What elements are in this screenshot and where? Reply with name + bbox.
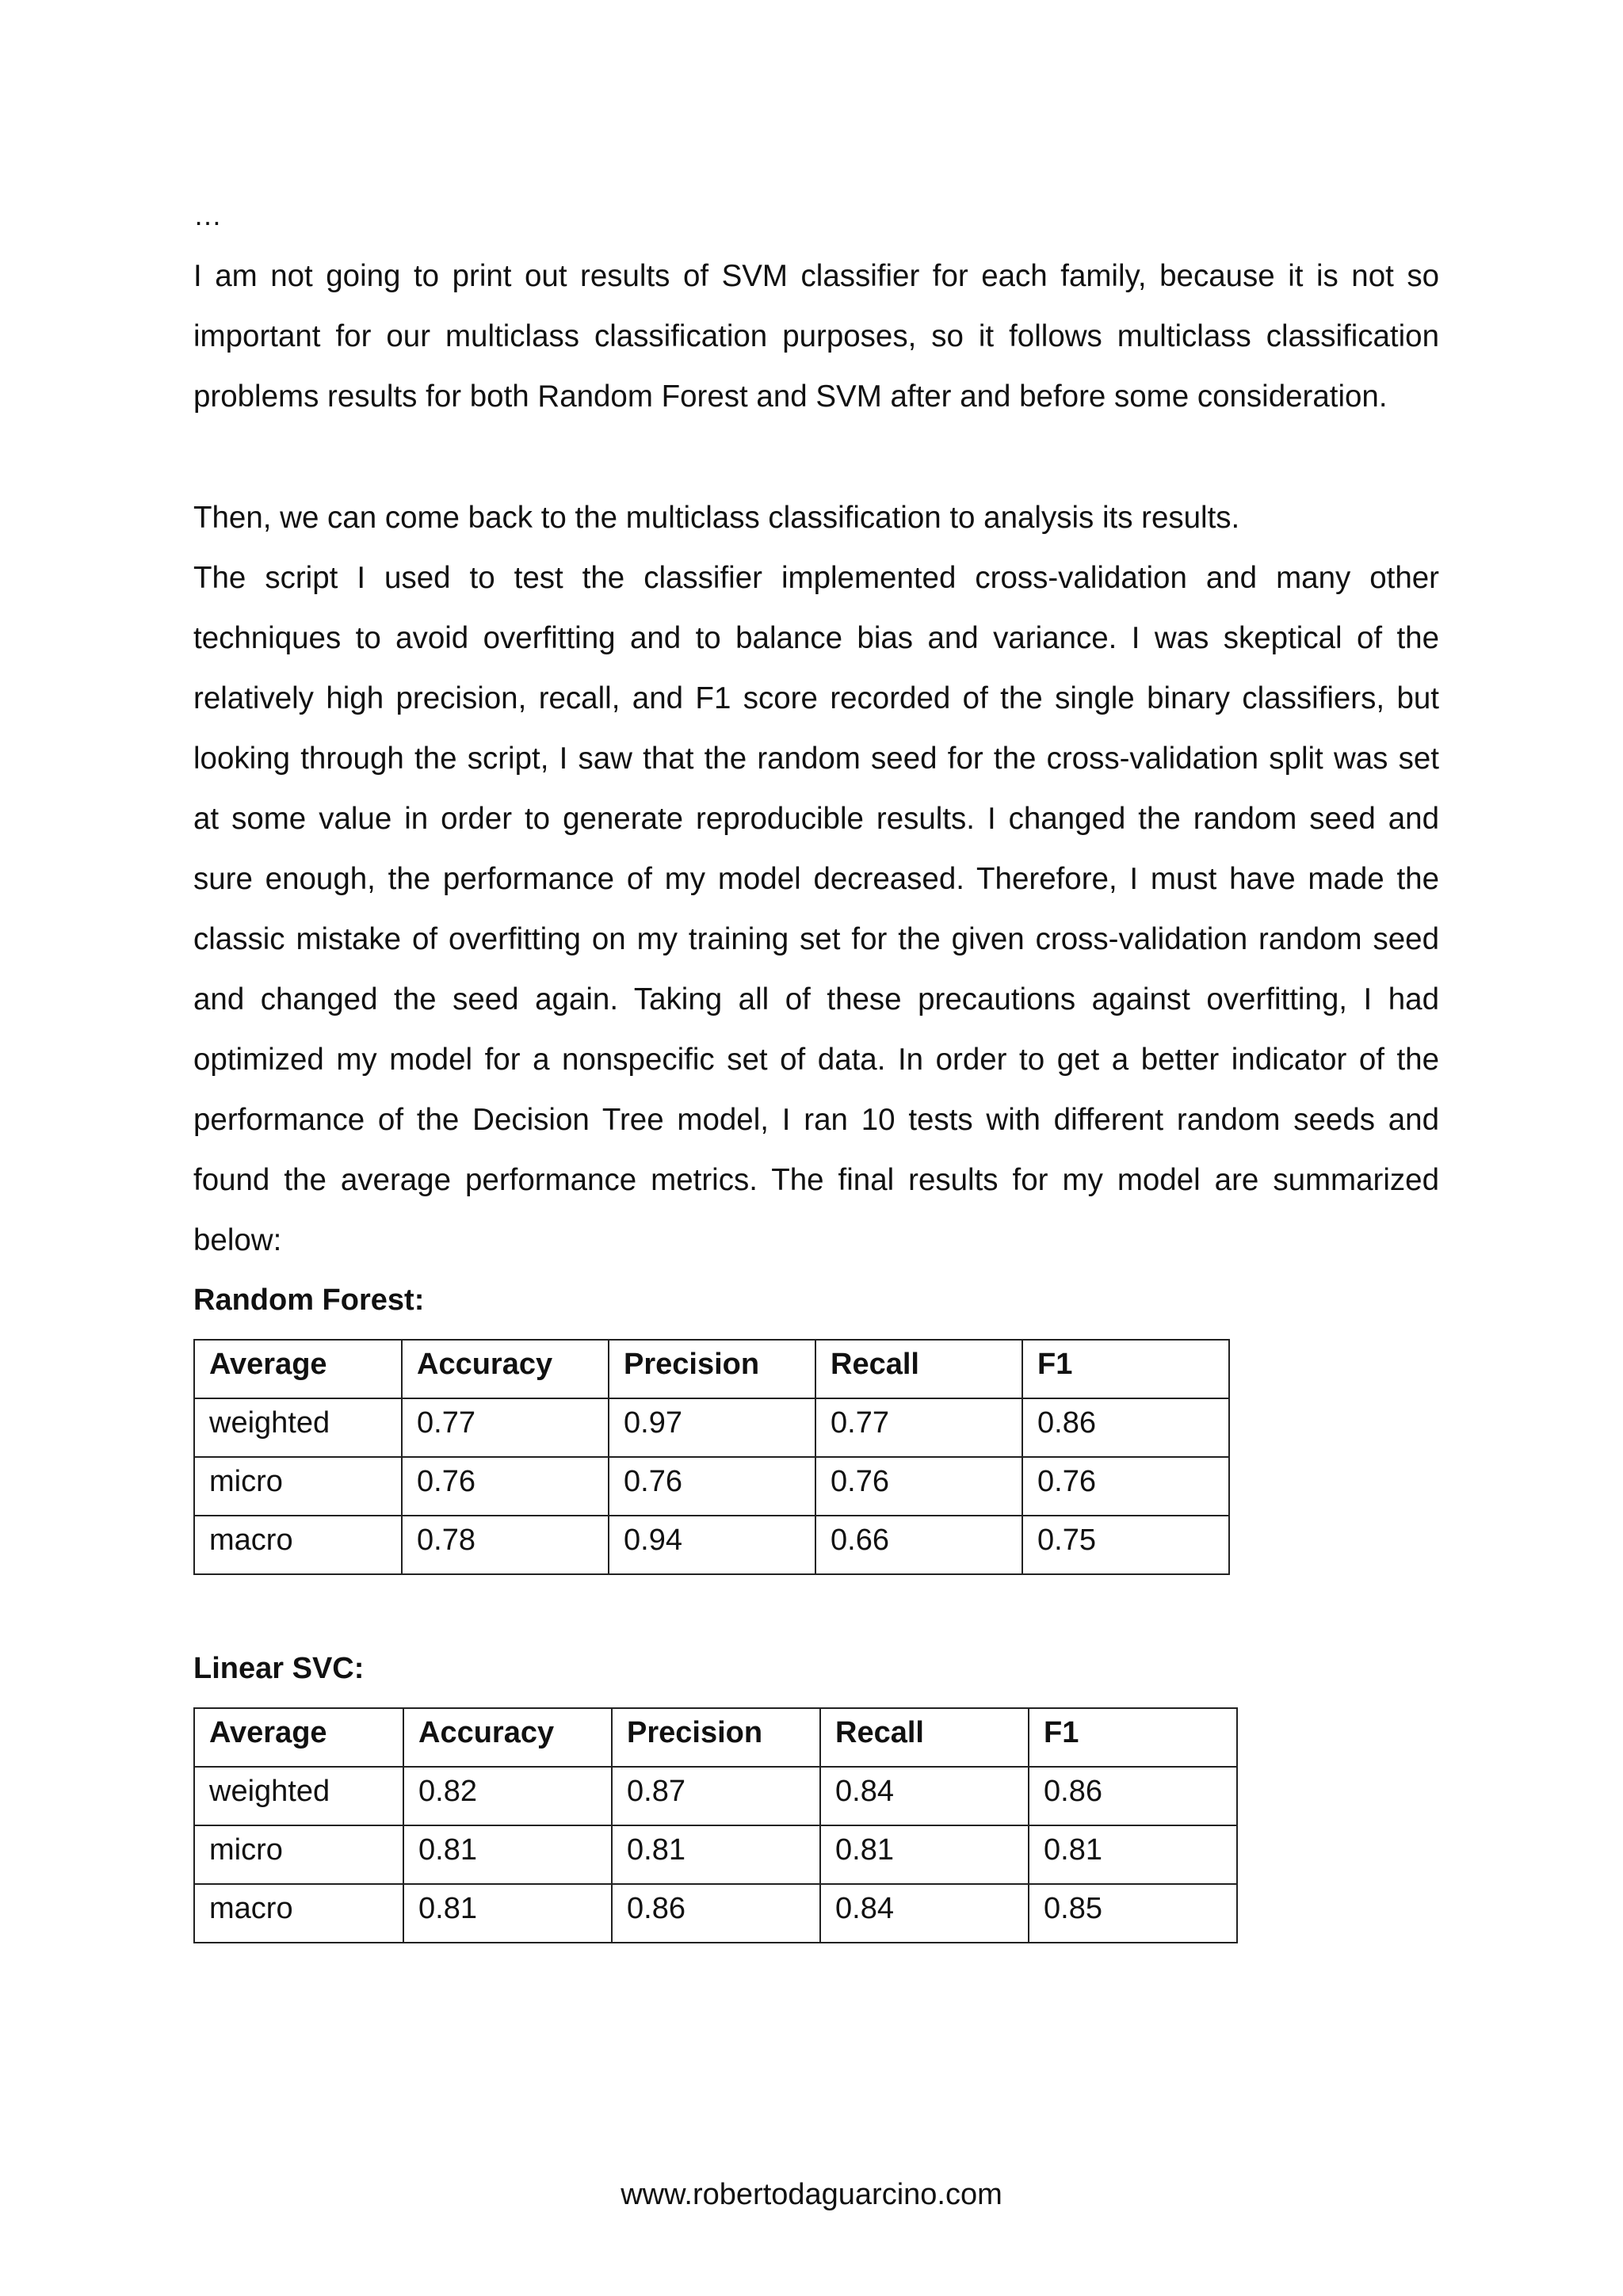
table-cell: micro <box>194 1457 402 1516</box>
header-cell: F1 <box>1022 1340 1229 1398</box>
table-cell: micro <box>194 1825 403 1884</box>
table-cell: 0.76 <box>815 1457 1022 1516</box>
table-row <box>194 1825 1237 1884</box>
table-cell: macro <box>194 1516 402 1574</box>
header-cell: Accuracy <box>403 1708 612 1767</box>
table-header-row <box>194 1708 1237 1767</box>
table-row <box>194 1516 1229 1574</box>
table-row <box>194 1767 1237 1825</box>
table-cell: macro <box>194 1884 403 1943</box>
table-cell: 0.76 <box>609 1457 815 1516</box>
paragraph-come-back: Then, we can come back to the multiclass classification to analysis its results. <box>193 501 1240 535</box>
ellipsis-text: … <box>193 199 222 231</box>
random-forest-table <box>193 1339 1230 1575</box>
table-cell: 0.81 <box>403 1884 612 1943</box>
table-cell: 0.85 <box>1029 1884 1237 1943</box>
table-cell: 0.87 <box>612 1767 820 1825</box>
table-row <box>194 1398 1229 1457</box>
table-cell: 0.82 <box>403 1767 612 1825</box>
header-cell: Average <box>194 1708 403 1767</box>
table-header-row <box>194 1340 1229 1398</box>
table-cell: 0.76 <box>402 1457 609 1516</box>
table-cell: 0.86 <box>1029 1767 1237 1825</box>
table-cell: 0.77 <box>815 1398 1022 1457</box>
random-forest-label: Random Forest: <box>193 1283 425 1317</box>
table-cell: weighted <box>194 1767 403 1825</box>
table-cell: 0.84 <box>820 1884 1029 1943</box>
table-cell: 0.81 <box>1029 1825 1237 1884</box>
header-cell: Recall <box>815 1340 1022 1398</box>
table-cell: 0.77 <box>402 1398 609 1457</box>
table-cell: 0.81 <box>820 1825 1029 1884</box>
table-row <box>194 1457 1229 1516</box>
table-cell: weighted <box>194 1398 402 1457</box>
header-cell: Precision <box>612 1708 820 1767</box>
linear-svc-table <box>193 1707 1238 1943</box>
table-row <box>194 1884 1237 1943</box>
table-cell: 0.86 <box>1022 1398 1229 1457</box>
table-cell: 0.94 <box>609 1516 815 1574</box>
paragraph-svm-note: I am not going to print out results of SVM classifier for each family, because it is not so important for our multiclass classification purposes, so it follows multiclass classification problems results for both Random Forest and SVM after and before some consideration. <box>193 259 1439 414</box>
table-cell: 0.78 <box>402 1516 609 1574</box>
header-cell: Average <box>194 1340 402 1398</box>
header-cell: Recall <box>820 1708 1029 1767</box>
table-cell: 0.76 <box>1022 1457 1229 1516</box>
table-cell: 0.84 <box>820 1767 1029 1825</box>
footer-url: www.robertodaguarcino.com <box>621 2178 1002 2211</box>
table-cell: 0.75 <box>1022 1516 1229 1574</box>
table-cell: 0.81 <box>403 1825 612 1884</box>
header-cell: Accuracy <box>402 1340 609 1398</box>
table-cell: 0.86 <box>612 1884 820 1943</box>
header-cell: F1 <box>1029 1708 1237 1767</box>
table-cell: 0.66 <box>815 1516 1022 1574</box>
table-cell: 0.97 <box>609 1398 815 1457</box>
table-cell: 0.81 <box>612 1825 820 1884</box>
header-cell: Precision <box>609 1340 815 1398</box>
linear-svc-label: Linear SVC: <box>193 1652 365 1685</box>
paragraph-methodology: The script I used to test the classifier implemented cross-validation and many other techniques to avoid overfitting and to balance bias and variance. I was skeptical of the relatively high precision, recall, and F1 score recorded of the single binary classifiers, but looking through the script, I saw that the random seed for the cross-validation split was set at some value in order to generate reproducible results. I changed the random seed and sure enough, the performance of my model decreased. Therefore, I must have made the classic mistake of overfitting on my training set for the given cross-validation random seed and changed the seed again. Taking all of these precautions against overfitting, I had optimized my model for a nonspecific set of data. In order to get a better indicator of the performance of the Decision Tree model, I ran 10 tests with different random seeds and found the average performance metrics. The final results for my model are summarized below: <box>193 561 1439 1257</box>
